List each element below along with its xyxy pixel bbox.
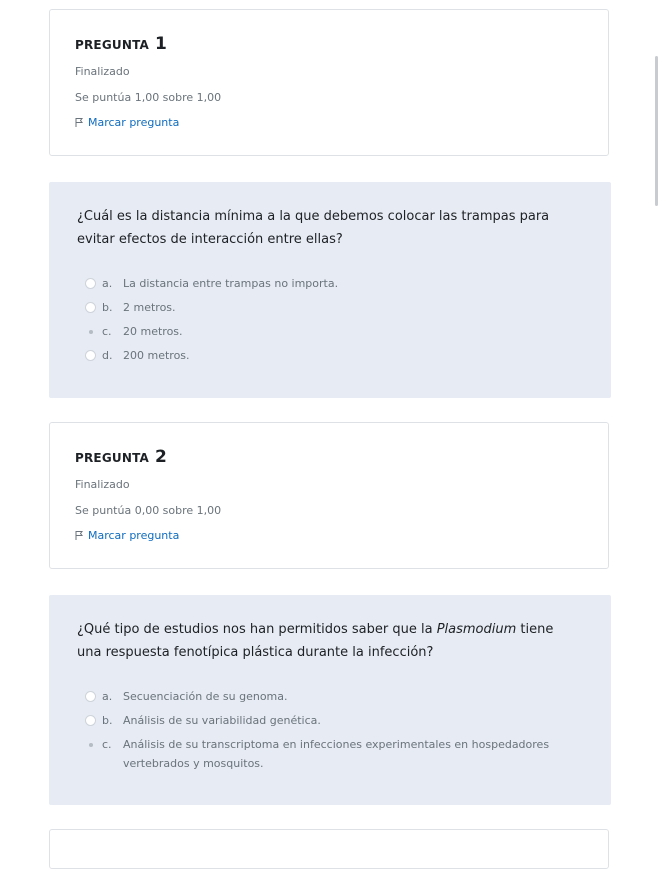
flag-question-link[interactable] — [75, 529, 179, 542]
radio-button[interactable] — [85, 278, 96, 289]
answer-letter: a. — [102, 277, 113, 290]
question-label: PREGUNTA — [75, 38, 150, 52]
answer-text: Análisis de su transcriptoma en infecciones experimentales en hospedadores vertebrados y mosquitos. — [123, 738, 550, 770]
flag-icon — [75, 117, 83, 128]
answer-letter: d. — [102, 349, 113, 362]
answer-letter: c. — [102, 738, 112, 751]
answer-option-a[interactable] — [85, 274, 585, 298]
answer-letter: b. — [102, 301, 113, 314]
question-label: PREGUNTA — [75, 451, 150, 465]
question-grade: Se puntúa 0,00 sobre 1,00 — [75, 504, 222, 517]
flag-question-link[interactable] — [75, 116, 179, 129]
answer-option-c[interactable] — [85, 322, 585, 346]
answer-list — [85, 274, 585, 370]
question-state: Finalizado — [75, 65, 130, 78]
question-number: 1 — [155, 34, 167, 54]
question-text-part: tiene una respuesta fenotípica plástica durante la infección? — [77, 622, 554, 660]
question-2-content — [49, 595, 611, 805]
question-text-part: ¿Qué tipo de estudios nos han permitidos saber que la — [77, 622, 437, 637]
answer-option-b[interactable] — [85, 298, 585, 322]
answer-text: Análisis de su variabilidad genética. — [123, 714, 321, 727]
question-grade: Se puntúa 1,00 sobre 1,00 — [75, 91, 222, 104]
question-number: 2 — [155, 447, 167, 467]
answer-text: 20 metros. — [123, 325, 183, 338]
answer-text: 2 metros. — [123, 301, 176, 314]
answer-text: 200 metros. — [123, 349, 190, 362]
radio-button[interactable] — [85, 691, 96, 702]
answer-option-b[interactable] — [85, 711, 585, 735]
answer-letter: a. — [102, 690, 113, 703]
answer-letter: c. — [102, 325, 112, 338]
answer-option-d[interactable] — [85, 346, 585, 370]
scrollbar[interactable] — [655, 56, 658, 206]
question-1-content — [49, 182, 611, 398]
answer-option-a[interactable] — [85, 687, 585, 711]
answer-text: Secuenciación de su genoma. — [123, 690, 288, 703]
answer-list — [85, 687, 585, 775]
flag-question-label: Marcar pregunta — [88, 116, 180, 129]
question-state: Finalizado — [75, 478, 130, 491]
flag-question-label: Marcar pregunta — [88, 529, 180, 542]
question-3-info — [49, 829, 609, 869]
question-2-info — [49, 422, 609, 569]
flag-icon — [75, 530, 83, 541]
radio-button-selected[interactable] — [85, 326, 96, 337]
radio-button[interactable] — [85, 350, 96, 361]
question-text-italic: Plasmodium — [436, 622, 517, 637]
radio-button[interactable] — [85, 715, 96, 726]
question-text: ¿Cuál es la distancia mínima a la que debemos colocar las trampas para evitar efectos de interacción entre ellas? — [77, 209, 550, 247]
question-1-title — [75, 34, 167, 54]
answer-letter: b. — [102, 714, 113, 727]
radio-button-selected[interactable] — [85, 739, 96, 750]
radio-button[interactable] — [85, 302, 96, 313]
question-2-title — [75, 447, 167, 467]
question-text — [77, 618, 567, 664]
answer-text: La distancia entre trampas no importa. — [123, 277, 339, 290]
answer-option-c[interactable] — [85, 735, 585, 775]
question-1-info — [49, 9, 609, 156]
